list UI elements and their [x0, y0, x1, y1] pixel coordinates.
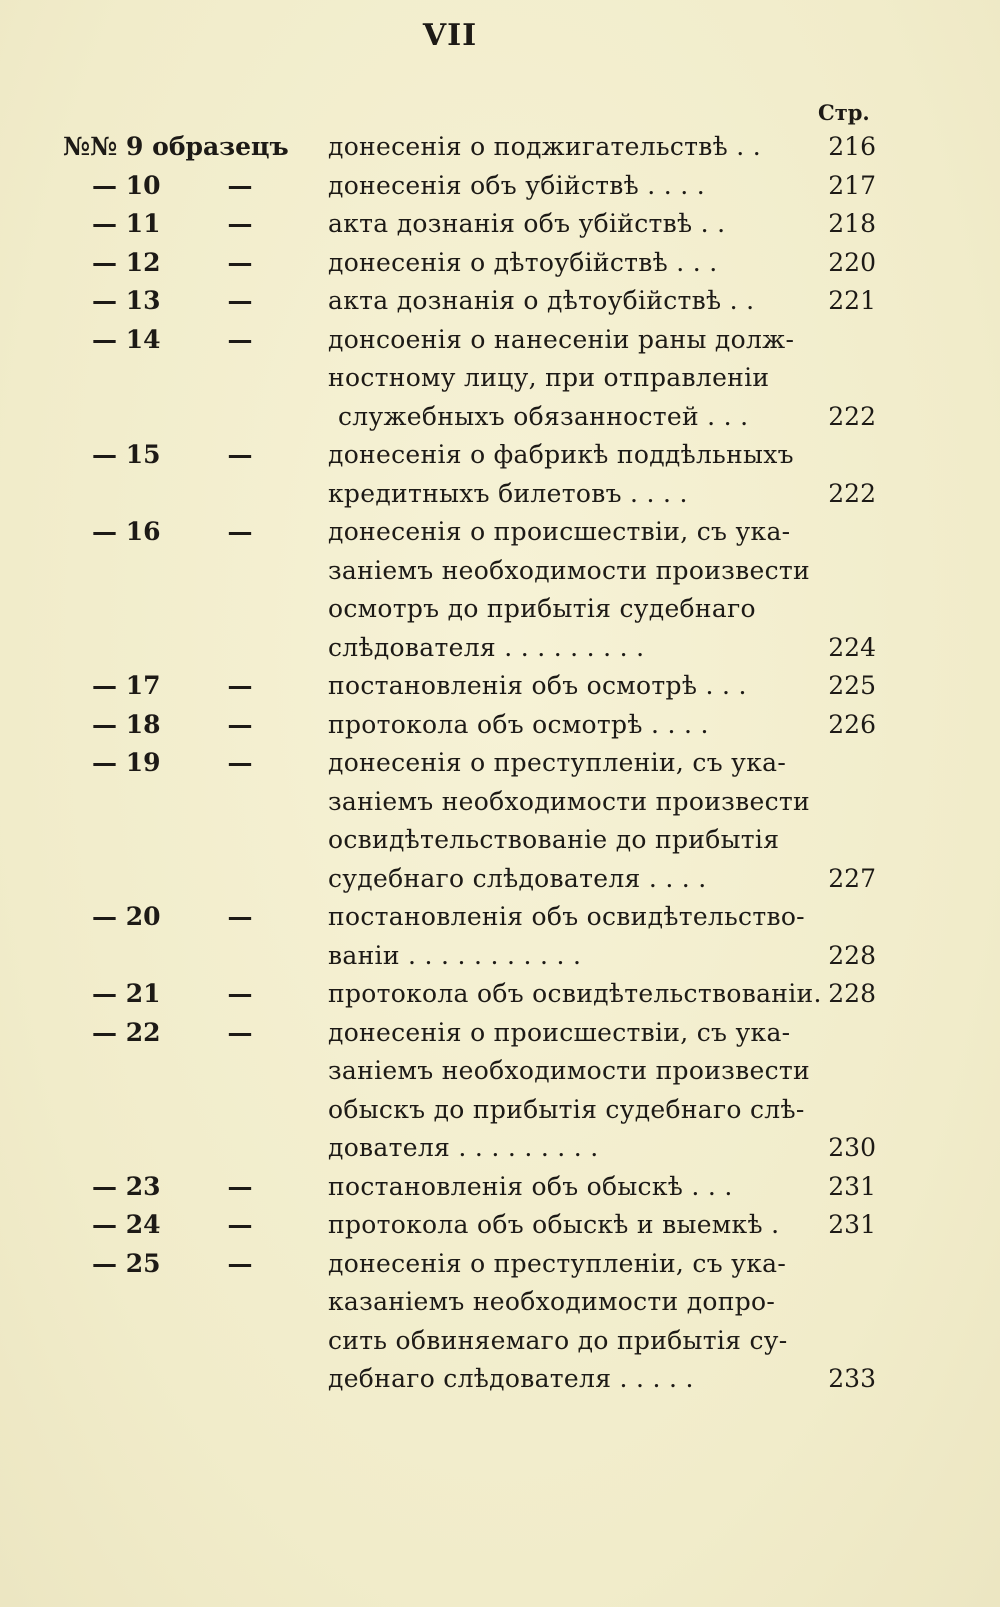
- toc-line: [0, 1129, 1000, 1168]
- entry-title-line: осмотръ до прибытія судебнаго: [328, 594, 756, 623]
- ditto-mark: —: [227, 324, 253, 354]
- entry-page-number: 225: [828, 671, 876, 700]
- entry-page-number: 231: [828, 1210, 876, 1239]
- entry-title-line: дователя . . . . . . . . .: [328, 1133, 599, 1162]
- entry-title-line: донсоенія о нанесеніи раны долж-: [328, 324, 795, 354]
- entry-page-number: 217: [828, 170, 876, 200]
- toc-line: [0, 359, 1000, 398]
- ditto-mark: —: [227, 1210, 253, 1239]
- entry-page-number: 228: [828, 940, 876, 970]
- entry-title-line: освидѣтельствованіе до прибытія: [328, 825, 780, 854]
- entry-page-number: 218: [828, 209, 876, 238]
- entry-title-line: заніемъ необходимости произвести: [328, 1056, 810, 1085]
- ditto-mark: —: [227, 440, 253, 469]
- entry-page-number: 227: [828, 863, 876, 893]
- toc-line: [0, 205, 1000, 244]
- ditto-mark: —: [227, 671, 253, 700]
- ditto-mark: —: [227, 1017, 253, 1047]
- entry-number-prefix: №№ 9 образецъ: [63, 132, 289, 161]
- entry-title-line: акта дознанія объ убійствѣ . .: [328, 209, 726, 238]
- toc-line: [0, 783, 1000, 822]
- entry-title-line: заніемъ необходимости произвести: [328, 555, 810, 585]
- entry-number: — 10: [92, 170, 161, 200]
- entry-number: — 15: [92, 440, 161, 469]
- toc-line: [0, 513, 1000, 552]
- entry-title-line: постановленія объ освидѣтельство-: [328, 902, 805, 931]
- entry-number: — 20: [92, 902, 161, 931]
- entry-title-line: донесенія о поджигательствѣ . .: [328, 132, 762, 161]
- entry-title-line: донесенія о происшествіи, съ ука-: [328, 517, 791, 546]
- entry-number: — 17: [92, 671, 161, 700]
- entry-title-line: кредитныхъ билетовъ . . . .: [328, 478, 688, 508]
- ditto-mark: —: [227, 170, 253, 200]
- toc-line: [0, 1091, 1000, 1130]
- entry-title-line: донесенія о преступленіи, съ ука-: [328, 1248, 787, 1278]
- toc-line: [0, 475, 1000, 514]
- entry-title-line: донесенія объ убійствѣ . . . .: [328, 170, 706, 200]
- entry-title-line: акта дознанія о дѣтоубійствѣ . .: [328, 286, 755, 315]
- entry-page-number: 230: [828, 1133, 876, 1162]
- entry-title-line: донесенія о происшествіи, съ ука-: [328, 1017, 791, 1047]
- entry-number: — 11: [92, 209, 161, 238]
- entry-title-line: донесенія о дѣтоубійствѣ . . .: [328, 247, 718, 277]
- ditto-mark: —: [227, 709, 253, 739]
- entry-number: — 21: [92, 979, 161, 1008]
- page-number: VII: [422, 18, 478, 53]
- entry-number: — 14: [92, 324, 161, 354]
- toc-line: [0, 975, 1000, 1014]
- toc-line: [0, 629, 1000, 668]
- entry-title-line: донесенія о фабрикѣ поддѣльныхъ: [328, 440, 794, 469]
- entry-number: — 25: [92, 1248, 161, 1278]
- toc-line: [0, 1168, 1000, 1207]
- table-of-contents: [0, 128, 1000, 1399]
- toc-line: [0, 1283, 1000, 1322]
- entry-title-line: протокола объ осмотрѣ . . . .: [328, 709, 709, 739]
- entry-number: — 13: [92, 286, 161, 315]
- toc-line: [0, 590, 1000, 629]
- entry-page-number: 226: [828, 709, 876, 739]
- toc-line: [0, 1322, 1000, 1361]
- entry-page-number: 216: [828, 132, 876, 161]
- entry-title-line: служебныхъ обязанностей . . .: [338, 401, 749, 431]
- toc-line: [0, 860, 1000, 899]
- toc-line: [0, 282, 1000, 321]
- ditto-mark: —: [227, 247, 253, 277]
- entry-title-line: обыскъ до прибытія судебнаго слѣ-: [328, 1094, 805, 1124]
- entry-page-number: 233: [828, 1364, 876, 1393]
- ditto-mark: —: [227, 209, 253, 238]
- toc-line: [0, 898, 1000, 937]
- entry-page-number: 231: [828, 1171, 876, 1201]
- entry-title-line: сить обвиняемаго до прибытія су-: [328, 1325, 788, 1355]
- entry-page-number: 220: [828, 247, 876, 277]
- entry-page-number: 221: [828, 286, 876, 315]
- toc-line: [0, 1360, 1000, 1399]
- entry-page-number: 224: [828, 632, 876, 662]
- toc-line: [0, 244, 1000, 283]
- toc-line: [0, 667, 1000, 706]
- entry-number: — 16: [92, 517, 161, 546]
- toc-line: [0, 1245, 1000, 1284]
- entry-page-number: 228: [828, 979, 876, 1008]
- toc-line: [0, 398, 1000, 437]
- toc-line: [0, 552, 1000, 591]
- entry-number: — 12: [92, 247, 161, 277]
- entry-title-line: ваніи . . . . . . . . . . .: [328, 940, 582, 970]
- ditto-mark: —: [227, 1248, 253, 1278]
- entry-number: — 22: [92, 1017, 161, 1047]
- entry-title-line: заніемъ необходимости произвести: [328, 786, 810, 816]
- toc-line: [0, 167, 1000, 206]
- ditto-mark: —: [227, 902, 253, 931]
- toc-line: [0, 128, 1000, 167]
- entry-title-line: дебнаго слѣдователя . . . . .: [328, 1364, 694, 1393]
- toc-line: [0, 821, 1000, 860]
- ditto-mark: —: [227, 979, 253, 1008]
- entry-title-line: донесенія о преступленіи, съ ука-: [328, 748, 787, 777]
- ditto-mark: —: [227, 1171, 253, 1201]
- entry-title-line: протокола объ освидѣтельствованіи.: [328, 979, 822, 1008]
- entry-page-number: 222: [828, 401, 876, 431]
- toc-line: [0, 321, 1000, 360]
- entry-title-line: казаніемъ необходимости допро-: [328, 1287, 776, 1316]
- entry-title-line: ностному лицу, при отправленіи: [328, 363, 770, 392]
- toc-line: [0, 744, 1000, 783]
- toc-line: [0, 1052, 1000, 1091]
- entry-number: — 19: [92, 748, 161, 777]
- ditto-mark: —: [227, 748, 253, 777]
- entry-number: — 23: [92, 1171, 161, 1201]
- entry-title-line: постановленія объ обыскѣ . . .: [328, 1171, 733, 1201]
- ditto-mark: —: [227, 517, 253, 546]
- entry-title-line: протокола объ обыскѣ и выемкѣ .: [328, 1210, 780, 1239]
- ditto-mark: —: [227, 286, 253, 315]
- toc-line: [0, 1014, 1000, 1053]
- entry-title-line: слѣдователя . . . . . . . . .: [328, 632, 645, 662]
- toc-line: [0, 706, 1000, 745]
- entry-number: — 24: [92, 1210, 161, 1239]
- entry-title-line: судебнаго слѣдователя . . . .: [328, 863, 707, 893]
- toc-line: [0, 436, 1000, 475]
- entry-title-line: постановленія объ осмотрѣ . . .: [328, 671, 747, 700]
- toc-line: [0, 1206, 1000, 1245]
- toc-line: [0, 937, 1000, 976]
- entry-page-number: 222: [828, 478, 876, 508]
- page-column-label: Стр.: [818, 100, 870, 125]
- entry-number: — 18: [92, 709, 161, 739]
